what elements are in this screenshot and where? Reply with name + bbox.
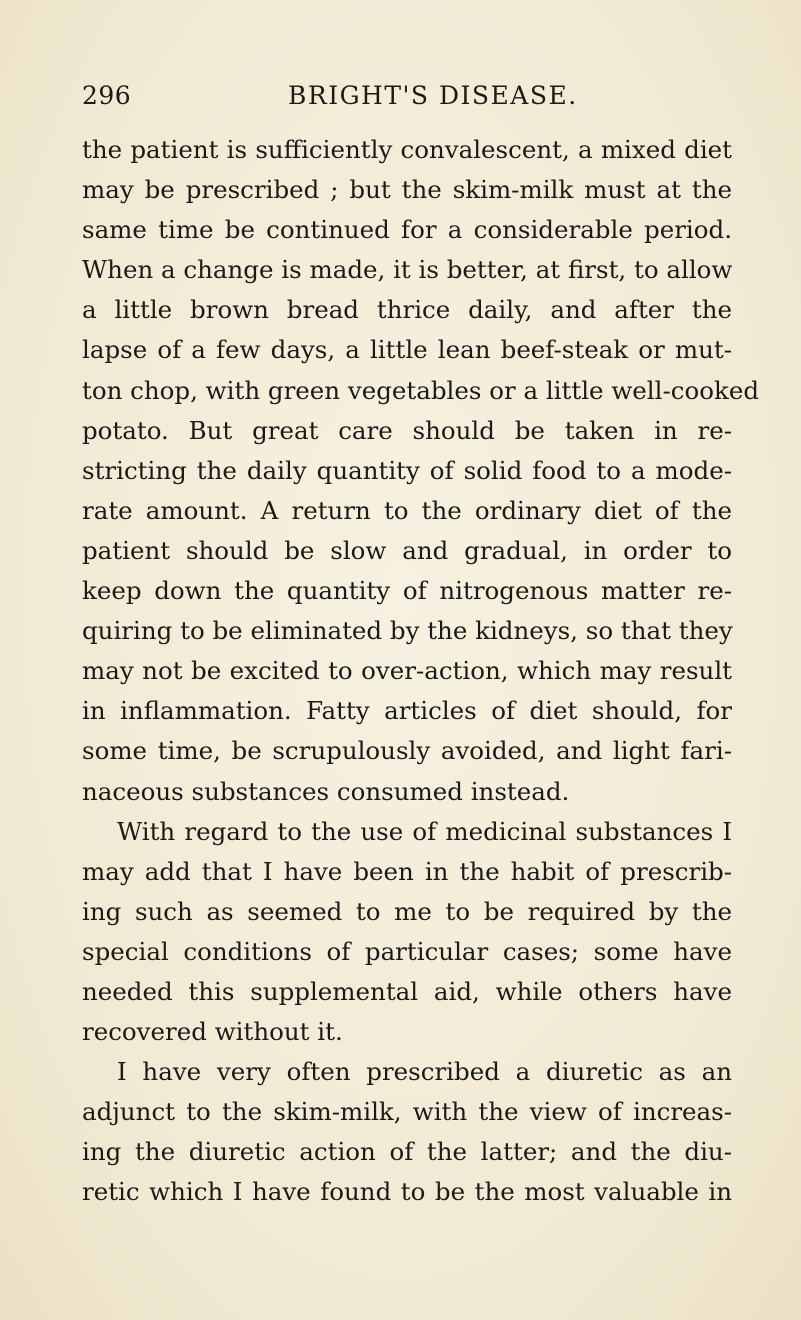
- text-line: ing the diuretic action of the latter; and the diu-: [82, 1137, 732, 1167]
- text-line: retic which I have found to be the most valuable in: [82, 1177, 732, 1207]
- text-line: patient should be slow and gradual, in order to: [82, 535, 732, 565]
- text-line: the patient is sufficiently convalescent, a mixed diet: [82, 135, 732, 164]
- text-line: ing such as seemed to me to be required by the: [82, 896, 732, 926]
- page-header: [82, 74, 732, 118]
- text-line: special conditions of particular cases; some have: [82, 936, 732, 966]
- text-line: ton chop, with green vegetables or a little well-cooked: [82, 375, 760, 405]
- text-line: same time be continued for a considerable period.: [82, 215, 732, 245]
- text-line: potato. But great care should be taken in re-: [82, 415, 732, 445]
- text-line: adjunct to the skim-milk, with the view of increas-: [82, 1097, 732, 1127]
- running-head: BRIGHT'S DISEASE.: [288, 81, 578, 110]
- text-line: naceous substances consumed instead.: [82, 776, 570, 806]
- text-line: lapse of a few days, a little lean beef-steak or mut-: [82, 335, 732, 365]
- text-line: needed this supplemental aid, while others have: [82, 976, 732, 1006]
- page-number: 296: [82, 81, 132, 110]
- text-line: a little brown bread thrice daily, and after the: [82, 295, 732, 325]
- text-line: When a change is made, it is better, at first, to allow: [82, 255, 733, 285]
- text-line: rate amount. A return to the ordinary diet of the: [82, 495, 732, 525]
- text-line: I have very often prescribed a diuretic as an: [117, 1057, 732, 1087]
- text-line: stricting the daily quantity of solid food to a mode-: [82, 455, 732, 485]
- text-line: With regard to the use of medicinal substances I: [117, 816, 732, 846]
- body-text: [82, 130, 760, 1213]
- text-line: may not be excited to over-action, which may result: [82, 656, 732, 686]
- text-line: may add that I have been in the habit of prescrib-: [82, 856, 732, 886]
- text-line: may be prescribed ; but the skim-milk must at the: [82, 175, 732, 205]
- text-line: keep down the quantity of nitrogenous matter re-: [82, 576, 732, 606]
- text-line: some time, be scrupulously avoided, and light fari-: [82, 736, 732, 766]
- text-line: in inflammation. Fatty articles of diet should, for: [82, 696, 732, 726]
- text-line: recovered without it.: [82, 1017, 343, 1047]
- text-line: quiring to be eliminated by the kidneys, so that they: [82, 616, 733, 646]
